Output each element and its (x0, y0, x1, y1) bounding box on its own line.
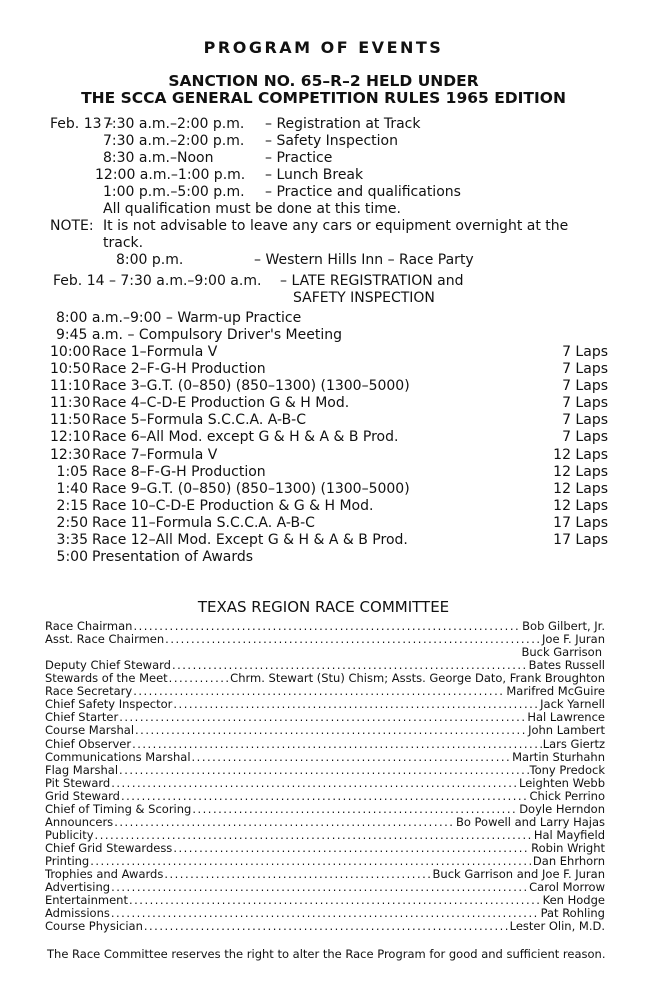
committee-name: John Lambert (528, 723, 605, 737)
sanction-line-2: THE SCCA GENERAL COMPETITION RULES 1965 EDITION (81, 89, 566, 107)
race-row (50, 395, 608, 412)
committee-role: Race Chairman (45, 619, 133, 633)
leader-dots (111, 776, 518, 790)
race-laps: 12 Laps (553, 498, 608, 514)
committee-name: Ken Hodge (542, 893, 605, 907)
leader-dots (172, 658, 528, 672)
race-desc: Race 10–C-D-E Production & G & H Mod. (92, 498, 374, 514)
race-time: 12:10 (50, 429, 91, 445)
race-desc: Race 1–Formula V (92, 344, 218, 360)
committee-role: Flag Marshal (45, 763, 119, 777)
committee-role: Deputy Chief Steward (45, 658, 171, 672)
sanction-line-1: SANCTION NO. 65–R–2 HELD UNDER (168, 72, 479, 90)
race-desc: Race 6–All Mod. except G & H & A & B Prod. (92, 429, 399, 445)
race-desc: Race 5–Formula S.C.C.A. A-B-C (92, 412, 306, 428)
feb13-event-time: 7:30 a.m.–2:00 p.m. (103, 133, 245, 149)
committee-role: Chief Safety Inspector (45, 697, 173, 711)
committee-row (45, 919, 605, 934)
race-laps: 7 Laps (562, 344, 608, 360)
committee-role: Announcers (45, 815, 114, 829)
race-desc: Race 8–F-G-H Production (92, 464, 266, 480)
committee-role: Chief Starter (45, 710, 119, 724)
warmup-practice: 8:00 a.m.–9:00 – Warm-up Practice (56, 310, 302, 326)
race-laps: 7 Laps (562, 395, 608, 411)
race-laps: 7 Laps (562, 361, 608, 377)
leader-dots (119, 710, 526, 724)
leader-dots (133, 619, 521, 633)
feb13-event-desc: – Safety Inspection (265, 133, 398, 149)
leader-dots (111, 880, 528, 894)
race-laps: 7 Laps (562, 429, 608, 445)
committee-role: Entertainment (45, 893, 128, 907)
feb13-event-desc: – Practice and qualifications (265, 184, 461, 200)
race-row (50, 361, 608, 378)
committee-name: Joe F. Juran (542, 632, 605, 646)
leader-dots (169, 671, 230, 685)
race-desc: Race 11–Formula S.C.C.A. A-B-C (92, 515, 315, 531)
committee-name: Hal Mayfield (533, 828, 605, 842)
committee-role: Course Physician (45, 919, 143, 933)
committee-name: Doyle Herndon (519, 802, 605, 816)
feb13-event-time: 7:30 a.m.–2:00 p.m. (103, 116, 245, 132)
leader-dots (114, 815, 455, 829)
race-time: 11:10 (50, 378, 91, 394)
committee-name: Leighten Webb (519, 776, 605, 790)
leader-dots (95, 828, 533, 842)
race-desc: Race 3–G.T. (0–850) (850–1300) (1300–5000) (92, 378, 410, 394)
committee-name: Robin Wright (531, 841, 605, 855)
race-row (50, 447, 608, 464)
committee-name: Carol Morrow (529, 880, 605, 894)
race-time: 11:30 (50, 395, 91, 411)
race-row (50, 498, 608, 515)
race-laps: 12 Laps (553, 481, 608, 497)
committee-role: Course Marshal (45, 723, 135, 737)
race-laps: 17 Laps (553, 515, 608, 531)
committee-name: Tony Predock (529, 763, 605, 777)
leader-dots (192, 750, 512, 764)
committee-role: Chief of Timing & Scoring (45, 802, 192, 816)
race-row (50, 464, 608, 481)
committee-name: Lars Giertz (542, 737, 605, 751)
race-desc: Race 7–Formula V (92, 447, 218, 463)
race-laps: 7 Laps (562, 412, 608, 428)
leader-dots (165, 632, 541, 646)
race-laps: 12 Laps (553, 464, 608, 480)
committee-name: Martin Sturhahn (512, 750, 605, 764)
party-desc: – Western Hills Inn – Race Party (254, 252, 474, 268)
race-time: 2:15 (56, 498, 88, 514)
race-time: 10:50 (50, 361, 91, 377)
race-time: 1:40 (56, 481, 88, 497)
race-laps: 17 Laps (553, 532, 608, 548)
feb13-event-desc: – Registration at Track (265, 116, 421, 132)
leader-dots (133, 684, 505, 698)
feb13-event-time: 1:00 p.m.–5:00 p.m. (103, 184, 245, 200)
leader-dots (90, 854, 532, 868)
race-time: 11:50 (50, 412, 91, 428)
race-time: 12:30 (50, 447, 91, 463)
committee-name: Bob Gilbert, Jr. (522, 619, 605, 633)
committee-name-continued: Buck Garrison (521, 645, 602, 659)
feb13-date: Feb. 13 – (50, 116, 113, 132)
committee-role: Printing (45, 854, 90, 868)
committee-role: Trophies and Awards (45, 867, 164, 881)
race-row (50, 532, 608, 549)
committee-name: Chrm. Stewart (Stu) Chism; Assts. George Dato, Frank Broughton (230, 671, 605, 685)
feb13-event-time: 12:00 a.m.–1:00 p.m. (95, 167, 246, 183)
race-time: 3:35 (56, 532, 88, 548)
race-row (50, 481, 608, 498)
leader-dots (119, 763, 528, 777)
committee-role: Chief Grid Stewardess (45, 841, 173, 855)
race-desc: Race 9–G.T. (0–850) (850–1300) (1300–5000) (92, 481, 410, 497)
leader-dots (173, 841, 530, 855)
race-time: 5:00 (56, 549, 88, 565)
committee-name: Buck Garrison and Joe F. Juran (432, 867, 605, 881)
committee-role: Communications Marshal (45, 750, 191, 764)
note-label: NOTE: (50, 218, 94, 234)
committee-role: Advertising (45, 880, 111, 894)
race-time: 1:05 (56, 464, 88, 480)
race-row (50, 344, 608, 361)
committee-role: Grid Steward (45, 789, 120, 803)
committee-role: Asst. Race Chairmen (45, 632, 165, 646)
feb13-event-time: 8:30 a.m.–Noon (103, 150, 214, 166)
leader-dots (111, 906, 540, 920)
note-line-2: track. (103, 235, 144, 251)
race-time: 10:00 (50, 344, 91, 360)
race-laps: 7 Laps (562, 378, 608, 394)
qualification-note: All qualification must be done at this time. (103, 201, 401, 217)
feb14-desc-line-2: SAFETY INSPECTION (293, 290, 435, 306)
race-desc: Race 4–C-D-E Production G & H Mod. (92, 395, 350, 411)
leader-dots (135, 723, 527, 737)
committee-row (45, 723, 605, 738)
committee-role: Race Secretary (45, 684, 133, 698)
committee-name: Jack Yarnell (540, 697, 605, 711)
leader-dots (132, 737, 542, 751)
note-line-1: It is not advisable to leave any cars or equipment overnight at the (103, 218, 569, 234)
race-desc: Presentation of Awards (92, 549, 254, 565)
leader-dots (129, 893, 542, 907)
feb14-desc-line-1: – LATE REGISTRATION and (280, 273, 464, 289)
committee-name: Lester Olin, M.D. (509, 919, 605, 933)
race-row (50, 515, 608, 532)
race-row (50, 549, 608, 566)
committee-role: Pit Steward (45, 776, 111, 790)
leader-dots (173, 697, 539, 711)
committee-name: Chick Perrino (529, 789, 605, 803)
race-row (50, 412, 608, 429)
leader-dots (121, 789, 529, 803)
committee-name: Pat Rohling (540, 906, 605, 920)
feb13-event-desc: – Lunch Break (265, 167, 364, 183)
feb14-date-time: Feb. 14 – 7:30 a.m.–9:00 a.m. (53, 273, 262, 289)
committee-role: Chief Observer (45, 737, 132, 751)
race-time: 2:50 (56, 515, 88, 531)
page-title: PROGRAM OF EVENTS (203, 38, 444, 57)
race-desc: Race 12–All Mod. Except G & H & A & B Prod. (92, 532, 408, 548)
race-row (50, 378, 608, 395)
party-time: 8:00 p.m. (116, 252, 184, 268)
disclaimer: The Race Committee reserves the right to alter the Race Program for good and sufficient reason. (47, 947, 606, 961)
leader-dots (144, 919, 509, 933)
race-laps: 12 Laps (553, 447, 608, 463)
committee-role: Publicity (45, 828, 94, 842)
drivers-meeting: 9:45 a.m. – Compulsory Driver's Meeting (56, 327, 343, 343)
committee-role: Admissions (45, 906, 110, 920)
committee-name: Bates Russell (528, 658, 605, 672)
committee-name: Bo Powell and Larry Hajas (455, 815, 605, 829)
committee-role: Stewards of the Meet (45, 671, 168, 685)
committee-title: TEXAS REGION RACE COMMITTEE (197, 598, 450, 616)
committee-name: Hal Lawrence (527, 710, 605, 724)
committee-name: Dan Ehrhorn (532, 854, 605, 868)
leader-dots (192, 802, 518, 816)
feb13-event-desc: – Practice (265, 150, 333, 166)
race-desc: Race 2–F-G-H Production (92, 361, 266, 377)
committee-name: Marifred McGuire (506, 684, 605, 698)
leader-dots (164, 867, 431, 881)
race-row (50, 429, 608, 446)
